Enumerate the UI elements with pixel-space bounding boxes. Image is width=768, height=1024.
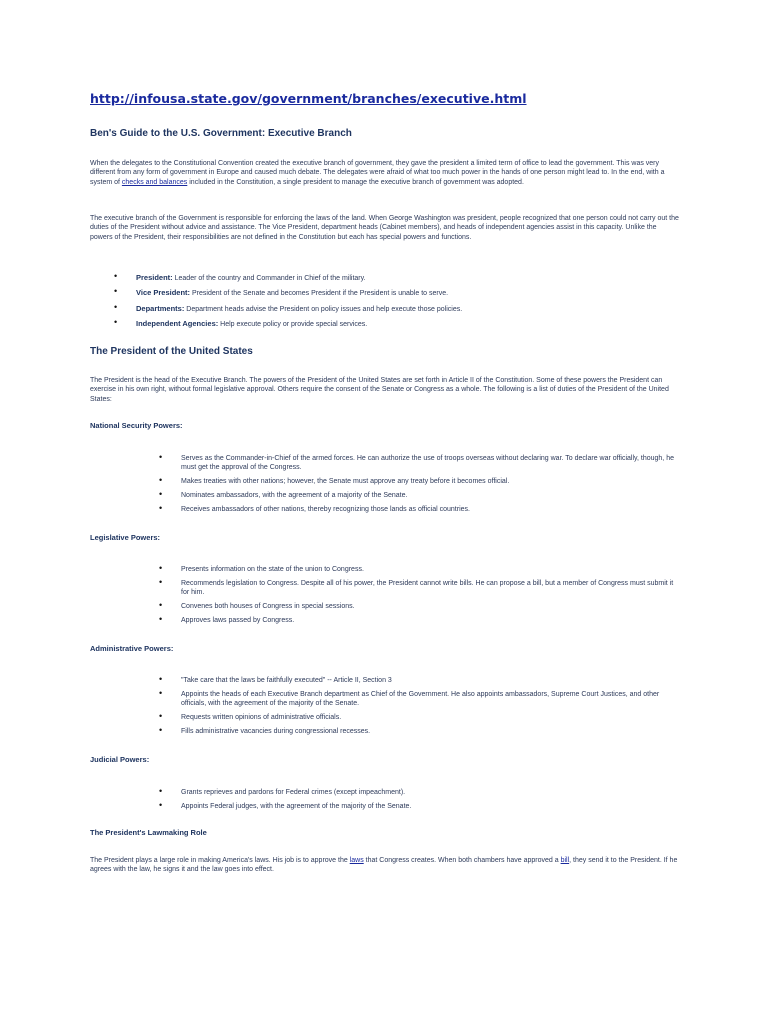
role-term: Independent Agencies: <box>136 319 219 329</box>
intro-text-after: included in the Constitution, a single president to manage the executive branch of government was adopted. <box>187 178 524 186</box>
list-item <box>159 576 676 598</box>
judicial-heading: Judicial Powers: <box>90 755 150 764</box>
item-text: "Take care that the laws be faithfully executed" -- Article II, Section 3 <box>181 677 392 684</box>
list-item <box>159 489 676 500</box>
list-item <box>159 563 676 574</box>
list-item <box>159 674 676 685</box>
item-text: Fills administrative vacancies during congressional recesses. <box>181 727 371 735</box>
list-item <box>159 799 676 811</box>
bullet-icon: • <box>114 286 118 297</box>
role-desc: President of the Senate and becomes President if the President is unable to serve. <box>190 290 449 298</box>
list-item <box>114 286 676 298</box>
bullet-icon: • <box>159 674 163 684</box>
intro-paragraph <box>90 159 680 187</box>
list-item <box>159 724 676 736</box>
item-text: Receives ambassadors of other nations, thereby recognizing those lands as official countries. <box>181 505 470 513</box>
item-text: Approves laws passed by Congress. <box>181 616 295 624</box>
lawmaking-heading: The President's Lawmaking Role <box>90 828 207 837</box>
bullet-icon: • <box>159 475 163 486</box>
role-desc: Leader of the country and Commander in Chief of the military. <box>172 275 366 282</box>
bullet-icon: • <box>159 600 163 611</box>
bullet-icon: • <box>114 317 118 328</box>
bill-link[interactable]: bill <box>560 857 570 864</box>
item-text: Grants reprieves and pardons for Federal crimes (except impeachment). <box>181 789 406 796</box>
role-desc: Help execute policy or provide special services. <box>218 321 368 329</box>
role-term: Vice President: <box>136 288 191 298</box>
judicial-list <box>159 786 676 811</box>
bullet-icon: • <box>159 799 163 810</box>
bullet-icon: • <box>159 563 163 573</box>
item-text: Appoints Federal judges, with the agreement of the majority of the Senate. <box>181 802 412 810</box>
list-item <box>159 786 676 797</box>
bullet-icon: • <box>114 271 118 281</box>
bullet-icon: • <box>159 724 163 735</box>
list-item <box>159 502 676 514</box>
bullet-icon: • <box>159 489 163 500</box>
lawmaking-paragraph <box>90 856 680 875</box>
national-security-heading: National Security Powers: <box>90 421 183 430</box>
role-desc: Department heads advise the President on policy issues and help execute those policies. <box>184 305 463 313</box>
list-item <box>159 711 676 722</box>
item-text: Recommends legislation to Congress. Despite all of his power, the President cannot write bills. He can propose a bill, but a member of Congress must submit it for him. <box>181 579 674 597</box>
intro-text-before: When the delegates to the Constitutional Convention created the executive branch of government, they gave the president a limited term of office to lead the government. This was very different from any form of government in Europe and caused much debate. The delegates were afraid of what too much power in the hands of one person might lead to. In the end, with a system of <box>90 160 665 186</box>
bullet-icon: • <box>159 452 163 462</box>
checks-and-balances-link[interactable]: checks and balances <box>121 178 188 186</box>
bullet-icon: • <box>159 502 163 513</box>
item-text: Presents information on the state of the union to Congress. <box>181 566 364 573</box>
president-heading: The President of the United States <box>90 346 253 357</box>
lawmaking-text-1: The President plays a large role in making America's laws. His job is to approve the <box>90 857 350 864</box>
list-item <box>159 600 676 611</box>
item-text: Appoints the heads of each Executive Branch department as Chief of the Government. He also appoints ambassadors, Supreme Court Justices, and other officials, with the agreement of the majority of the Senate. <box>181 690 660 708</box>
list-item <box>159 452 676 473</box>
item-text: Serves as the Commander-in-Chief of the armed forces. He can authorize the use of troops overseas without declaring war. To declare war officially, though, he must get the approval of the Congress. <box>181 455 674 472</box>
bullet-icon: • <box>114 301 118 312</box>
list-item <box>114 271 676 283</box>
item-text: Requests written opinions of administrative officials. <box>181 714 342 722</box>
page-title: Ben's Guide to the U.S. Government: Executive Branch <box>90 128 352 139</box>
source-url-link[interactable]: http://infousa.state.gov/government/branches/executive.html <box>90 91 527 106</box>
lawmaking-text-3: , they send it to the President. If he agrees with the law, he signs it and the law goes into effect. <box>90 857 678 874</box>
legislative-list <box>159 563 676 625</box>
laws-link[interactable]: laws <box>349 857 364 864</box>
bullet-icon: • <box>159 786 163 796</box>
executive-roles-list <box>114 271 676 330</box>
administrative-heading: Administrative Powers: <box>90 644 174 653</box>
bullet-icon: • <box>159 687 163 698</box>
list-item <box>114 317 676 329</box>
lawmaking-text-2: that Congress creates. When both chambers have approved a <box>363 857 561 864</box>
national-security-list <box>159 452 676 514</box>
legislative-heading: Legislative Powers: <box>90 533 161 542</box>
bullet-icon: • <box>159 613 163 624</box>
role-term: President: <box>136 273 173 282</box>
list-item <box>114 301 676 314</box>
role-term: Departments: <box>136 303 185 313</box>
item-text: Convenes both houses of Congress in special sessions. <box>181 603 355 611</box>
bullet-icon: • <box>159 576 163 587</box>
item-text: Makes treaties with other nations; however, the Senate must approve any treaty before it becomes official. <box>181 478 510 486</box>
president-paragraph: The President is the head of the Executive Branch. The powers of the President of the United States are set forth in Article II of the Constitution. Some of these powers the President can exercise in his own right, without formal legislative approval. Others require the consent of the Senate or Congress as a whole. The following is a list of duties of the President of the United States: <box>90 377 669 403</box>
executive-branch-paragraph: The executive branch of the Government is responsible for enforcing the laws of the land. When George Washington was president, people recognized that one person could not carry out the duties of the President without advice and assistance. The Vice President, department heads (Cabinet members), and heads of independent agencies assist in this capacity. Unlike the powers of the President, their responsibilities are not defined in the Constitution but each has special powers and functions. <box>90 215 679 241</box>
bullet-icon: • <box>159 711 163 722</box>
list-item <box>159 613 676 625</box>
list-item <box>159 475 676 486</box>
item-text: Nominates ambassadors, with the agreement of a majority of the Senate. <box>181 492 408 500</box>
administrative-list <box>159 674 676 736</box>
list-item <box>159 687 676 709</box>
